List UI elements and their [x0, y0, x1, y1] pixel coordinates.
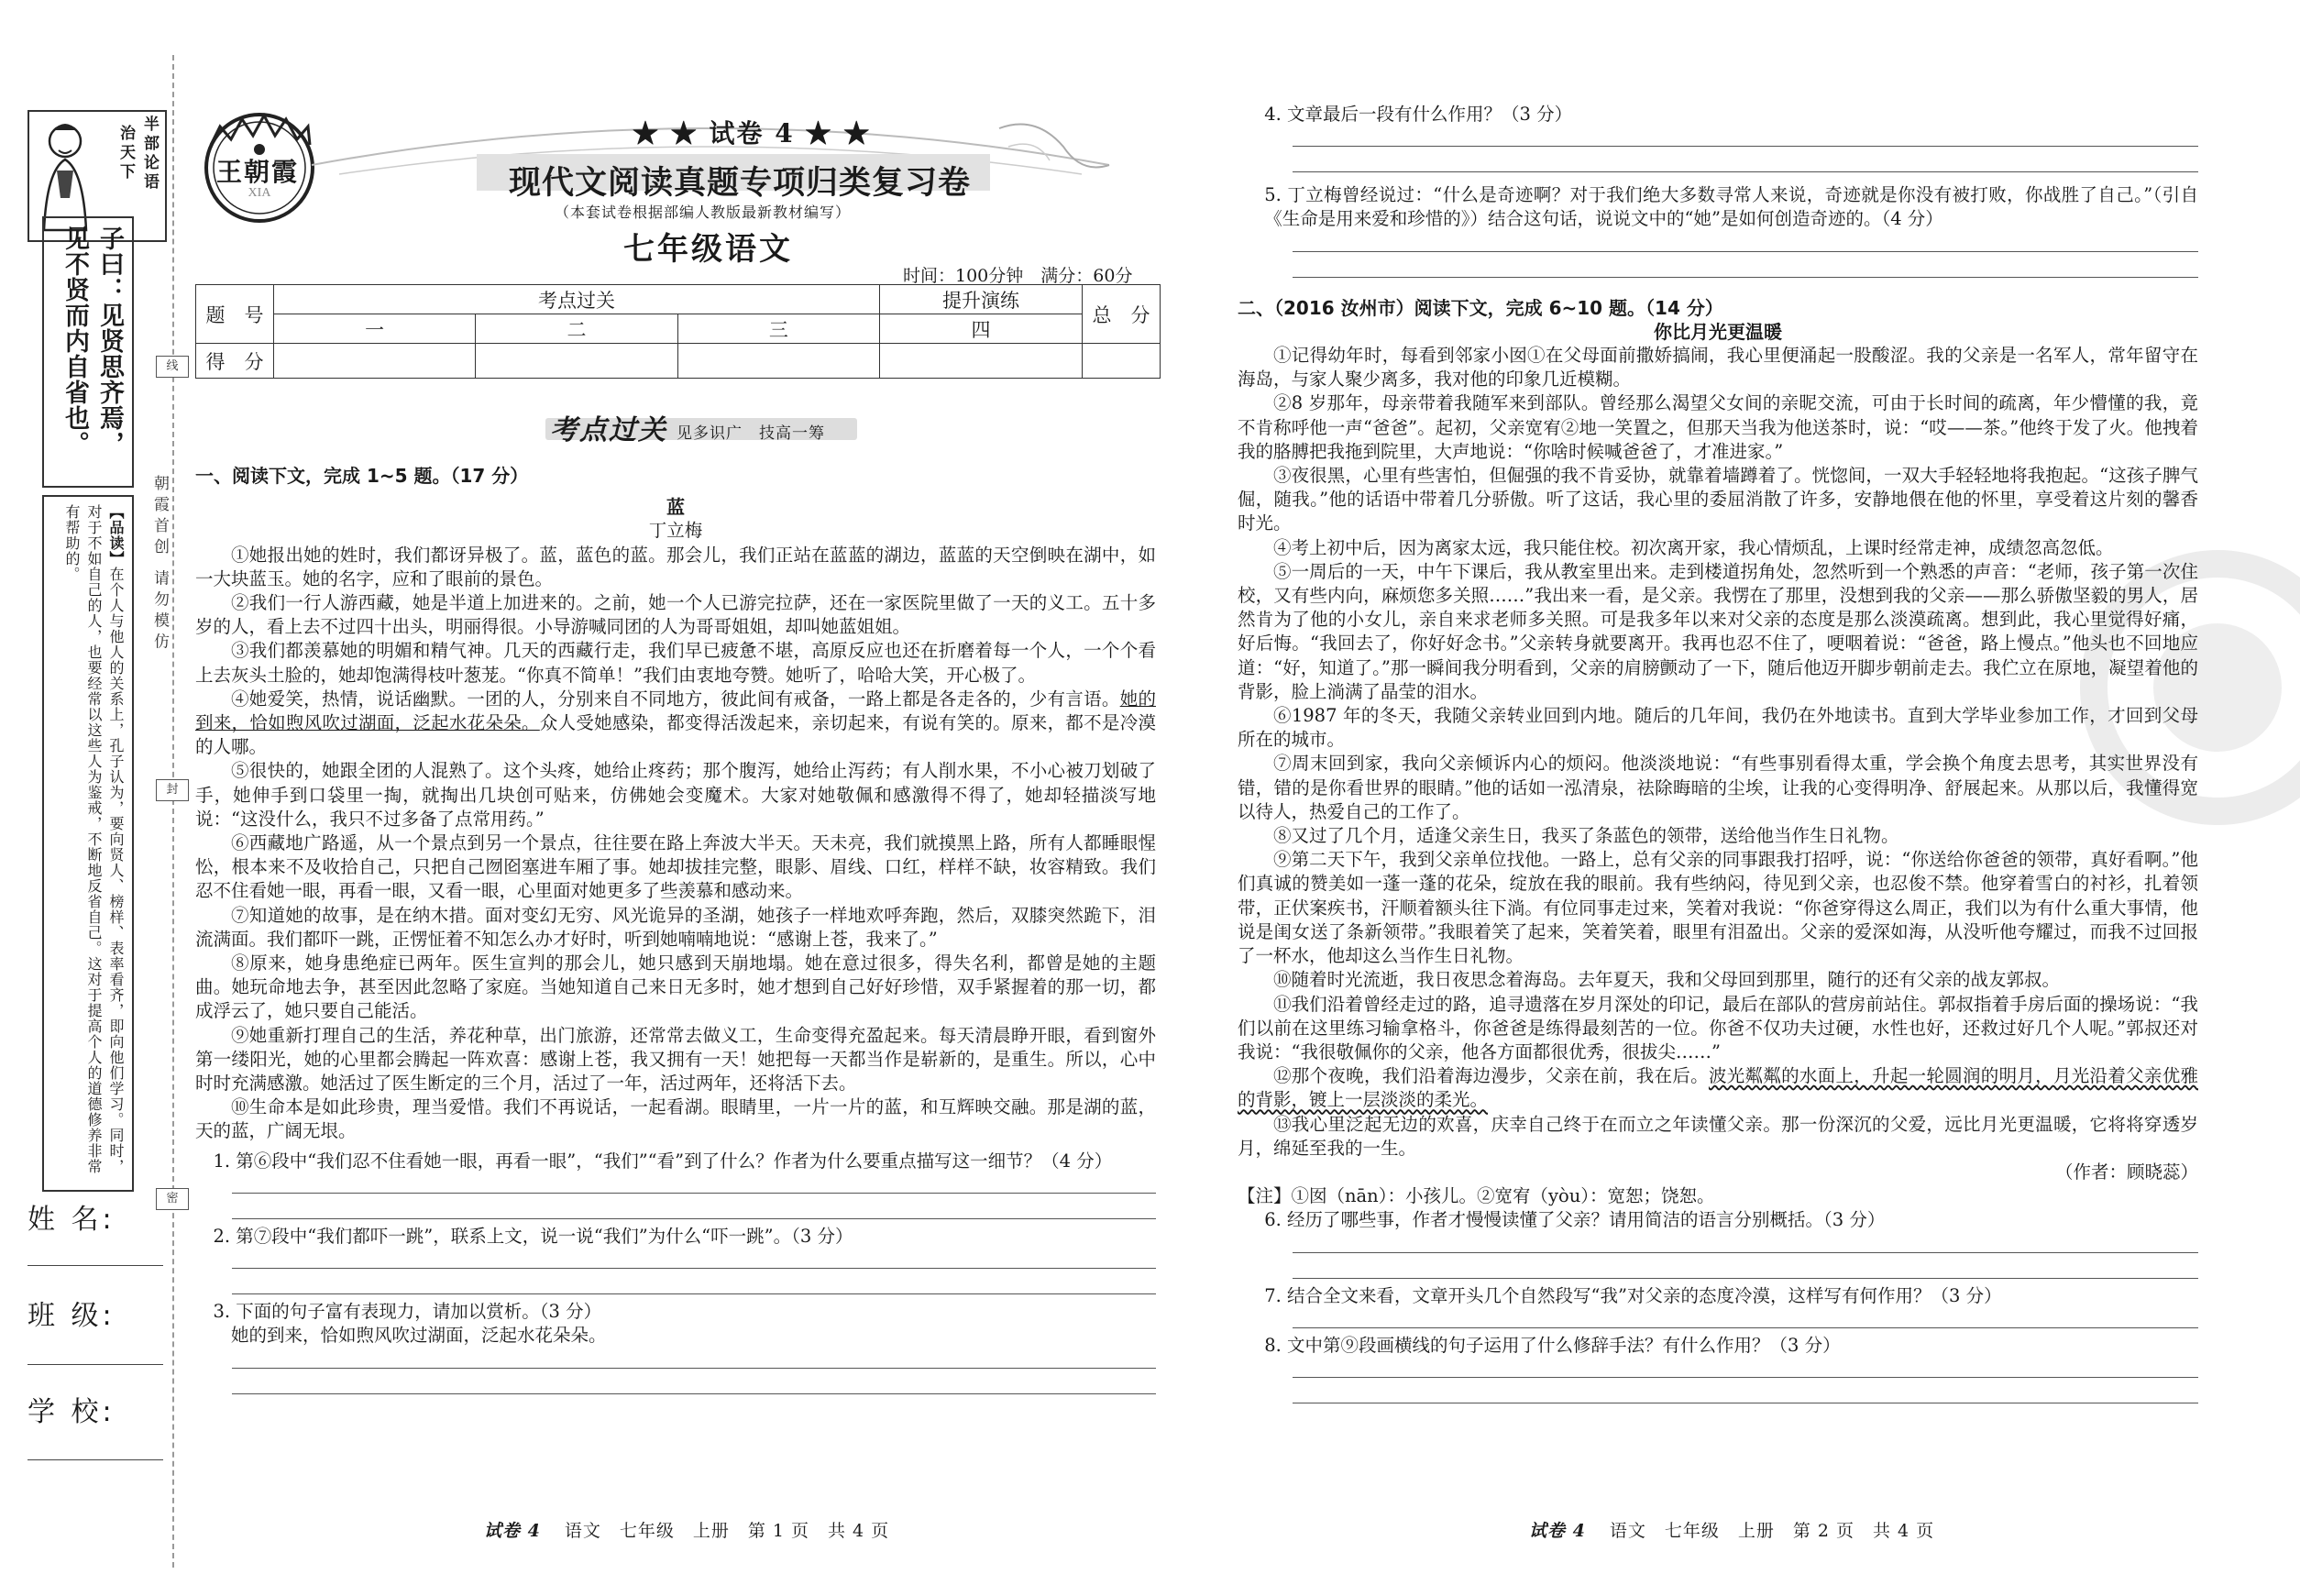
- p2-para-10: ⑩随着时光流逝，我日夜思念着海岛。去年夏天，我和父母回到那里，随行的还有父亲的战友郭叔。: [1273, 969, 2061, 991]
- question-4: 4. 文章最后一段有什么作用？（3 分）: [1264, 104, 1573, 125]
- score-cell-4[interactable]: [880, 344, 1083, 379]
- footer-right: [1529, 1517, 1934, 1542]
- p1-para-2: ②我们一行人游西藏，她是半道上加进来的。之前，她一个人已游完拉萨，还在一家医院里做了一天的义工。五十多岁的人，看上去不过四十出头，明丽得很。小导游喊同团的人为哥哥姐姐，却叫她蓝姐姐。: [195, 592, 1156, 638]
- paper-grade: 七年级语文: [623, 231, 793, 268]
- cut-label: 朝霞首创 请勿模仿: [150, 475, 169, 655]
- school-input-line[interactable]: [28, 1459, 163, 1460]
- p2-note: 【注】①囡（nān）：小孩儿。②宽宥（yòu）：宽恕；饶恕。: [1238, 1185, 1715, 1207]
- school-label: 学 校:: [28, 1396, 116, 1428]
- answer-line[interactable]: [232, 1274, 1156, 1294]
- p2-para-1: ①记得幼年时，每看到邻家小囡①在父母面前撒娇搞闹，我心里便涌起一股酸涩。我的父亲是一名军人，常年留守在海岛，与家人聚少离多，我对他的印象几近模糊。: [1238, 345, 2198, 391]
- p1-para-4b: 众人受她感染，都变得活泼起来，亲切起来，有说有笑的。原来，都不是冷漠的人哪。: [195, 712, 1156, 758]
- footer-left-label: 试卷 4: [484, 1521, 541, 1541]
- logo-text: 王朝霞: [216, 157, 300, 187]
- logo-text-1: 半部论语: [140, 116, 159, 193]
- p1-para-9: ⑨她重新打理自己的生活，养花种草，出门旅游，还常常去做义工，生命变得充盈起来。每天清晨睁开眼，看到窗外第一缕阳光，她的心里都会腾起一阵欢喜：感谢上苍，我又拥有一天！她把每一天都当作是崭新的，是重生。所以，心中时时充满感激。她活过了医生断定的三个月，活过了一年，活过两年，还将活下去。: [195, 1024, 1156, 1095]
- answer-line[interactable]: [1293, 152, 2198, 172]
- p2-para-5: ⑤一周后的一天，中午下课后，我从教室里出来。走到楼道拐角处，忽然听到一个熟悉的声音：“老师，孩子第一次住校，又有些内向，麻烦您多关照……”我出来一看，是父亲。我愣在了那里，没想到我的父亲——那么骄傲坚毅的男人，居然肯为了他的小女儿，亲自来求老师多关照。可是我多年以来对父亲的态度是那么淡漠疏离。想到此，我心里觉得好痛，好后悔。“我回去了，你好好念书。”父亲转身就要离开。我再也忍不住了，哽咽着说：“爸爸，路上慢点。”他头也不回地应道：“好，知道了。”那一瞬间我分明看到，父亲的肩膀颤动了一下，随后他迈开脚步朝前走去。我伫立在原地，凝望着他的背影，脸上淌满了晶莹的泪水。: [1238, 560, 2198, 702]
- p1-para-7: ⑦知道她的故事，是在纳木措。面对变幻无穷、风光诡异的圣湖，她孩子一样地欢呼奔跑，然后，双膝突然跪下，泪流满面。我们都吓一跳，正愣怔着不知怎么办才好时，听到她喃喃地说：“感谢上苍，我来了。”: [195, 904, 1156, 950]
- p1-para-1: ①她报出她的姓时，我们都讶异极了。蓝，蓝色的蓝。那会儿，我们正站在蓝蓝的湖边，蓝蓝的天空倒映在湖中，如一大块蓝玉。她的名字，应和了眼前的景色。: [195, 544, 1156, 589]
- answer-line[interactable]: [232, 1374, 1156, 1394]
- tear-mark-3: 密: [156, 1188, 189, 1210]
- cut-line: [172, 55, 174, 1568]
- answer-line[interactable]: [1293, 1358, 2198, 1378]
- score-cell-2[interactable]: [476, 344, 677, 379]
- footer-right-info: 语文 七年级 上册 第 2 页 共 4 页: [1609, 1521, 1935, 1541]
- part2-column: [1238, 103, 2198, 1409]
- question-2: 2. 第⑦段中“我们都吓一跳”，联系上文，说一说“我们”为什么“吓一跳”。（3 分）: [213, 1225, 853, 1247]
- paper-time: 时间：100分钟 满分：60分: [903, 266, 1133, 286]
- p1-para-8: ⑧原来，她身患绝症已两年。医生宣判的那会儿，她只感到天崩地塌。她在意过很多，得失名利，都曾是她的主题曲。她玩命地去争，甚至因此忽略了家庭。当她知道自己来日无多时，她才想到自己好好珍惜，双手紧握着的那一切，都成浮云了，她只要自己能活。: [195, 952, 1156, 1022]
- answer-line[interactable]: [1293, 1383, 2198, 1403]
- answer-line[interactable]: [1293, 1308, 2198, 1328]
- note-key: 【品读】: [107, 504, 125, 567]
- footer-left-info: 语文 七年级 上册 第 1 页 共 4 页: [564, 1521, 890, 1541]
- p2-para-12a: ⑫那个夜晚，我们沿着海边漫步，父亲在前，我在后。: [1273, 1065, 1709, 1087]
- p2-para-8: ⑧又过了几个月，适逢父亲生日，我买了条蓝色的领带，送给他当作生日礼物。: [1273, 825, 1899, 847]
- passage1-title: 蓝: [666, 496, 685, 519]
- score-q3: 三: [677, 314, 879, 344]
- p1-para-10: ⑩生命本是如此珍贵，理当爱惜。我们不再说话，一起看湖。眼睛里，一片一片的蓝，和互辉映交融。那是湖的蓝，天的蓝，广阔无垠。: [195, 1096, 1156, 1142]
- p2-para-12-marked: 波光粼粼的水面上，升起一轮圆润的明月，月光沿着父亲优雅的背影，镀上一层淡淡的柔光。: [1238, 1065, 2198, 1111]
- p2-para-7: ⑦周末回到家，我向父亲倾诉内心的烦闷。他淡淡地说：“有些事别看得太重，学会换个角度去思考，其实世界没有错，错的是你看世界的眼睛。”他的话如一泓清泉，祛除晦暗的尘埃，让我的心变得明净、舒展起来。从那以后，我懂得宽以待人，热爱自己的工作了。: [1238, 753, 2198, 822]
- name-label: 姓 名:: [28, 1204, 116, 1236]
- p2-para-6: ⑥1987 年的冬天，我随父亲转业回到内地。随后的几年间，我仍在外地读书。直到大学毕业参加工作，才回到父母所在的城市。: [1238, 705, 2198, 751]
- score-cell-3[interactable]: [677, 344, 879, 379]
- score-q2: 二: [476, 314, 677, 344]
- quote-text: 子曰：见贤思齐焉，见不贤而内自省也。: [61, 226, 124, 457]
- p2-para-4: ④考上初中后，因为离家太远，我只能住校。初次离开家，我心情烦乱，上课时经常走神，成绩忽高忽低。: [1273, 536, 2114, 558]
- score-group-1: 考点过关: [274, 285, 880, 314]
- answer-line[interactable]: [1293, 232, 2198, 252]
- question-3-quote: 她的到来，恰如煦风吹过湖面，泛起水花朵朵。: [231, 1325, 607, 1347]
- p2-para-2: ②8 岁那年，母亲带着我随军来到部队。曾经那么渴望父女间的亲昵交流，可由于长时间的疏离，年少懵懂的我，竟不肯称呼他一声“爸爸”。起初，父亲宽宥②地一笑置之，但那天当我为他送茶时，说：“哎——茶。”他终于发了火。他拽着我的胳膊把我拖到院里，大声地说：“你啥时候喊爸爸了，才准进家。”: [1238, 392, 2198, 462]
- footer-left: [484, 1517, 889, 1542]
- p2-para-3: ③夜很黑，心里有些害怕，但倔强的我不肯妥协，就靠着墙蹲着了。恍惚间，一双大手轻轻地将我抱起。“这孩子脾气倔，随我。”他的话语中带着几分骄傲。听了这话，我心里的委屈消散了许多，安静地偎在他的怀里，享受着这片刻的馨香时光。: [1238, 465, 2198, 534]
- answer-line[interactable]: [1293, 1259, 2198, 1279]
- score-cell-1[interactable]: [274, 344, 476, 379]
- question-5: 5. 丁立梅曾经说过：“什么是奇迹啊？对于我们绝大多数寻常人来说，奇迹就是你没有被打败，你战胜了自己。”（引自《生命是用来爱和珍惜的》）结合这句话，说说文中的“她”是如何创造奇迹的。（4 分）: [1264, 184, 2198, 230]
- tear-mark-2: 封: [156, 779, 189, 801]
- reading-note: [42, 495, 134, 1192]
- score-cell-total[interactable]: [1083, 344, 1161, 379]
- score-row-label: 得 分: [196, 344, 274, 379]
- note-text: 同时，对于不如自己的人，也要经常以这些人为鉴戒，不断地反省自己。这对于提高个人的道德修养非常有帮助的。: [63, 504, 125, 1174]
- p2-author: （作者：顾晓蕊）: [2054, 1161, 2198, 1183]
- answer-line[interactable]: [1293, 1233, 2198, 1253]
- p1-para-4-underlined: 她的到来，恰如煦风吹过湖面，泛起水花朵朵。: [195, 688, 1156, 734]
- question-7: 7. 结合全文来看，文章开头几个自然段写“我”对父亲的态度冷漠，这样写有何作用？（3 分）: [1264, 1284, 2002, 1306]
- logo-text-2: 治天下: [116, 125, 135, 182]
- answer-line[interactable]: [1293, 258, 2198, 278]
- p2-para-12: [1238, 1064, 2198, 1112]
- answer-line[interactable]: [232, 1173, 1156, 1194]
- p2-para-13: ⑬我心里泛起无边的欢喜，庆幸自己终于在而立之年读懂父亲。那一份深沉的父爱，远比月光更温暖，它将将穿透岁月，绵延至我的一生。: [1238, 1113, 2198, 1159]
- p1-para-4a: ④她爱笑，热情，说话幽默。一团的人，分别来自不同地方，彼此间有戒备，一路上都是各走各的，少有言语。: [231, 688, 1120, 710]
- name-input-line[interactable]: [28, 1265, 163, 1266]
- binding-strip: [0, 0, 170, 1596]
- p1-para-6: ⑥西藏地广路遥，从一个景点到另一个景点，往往要在路上奔波大半天。天未亮，我们就摸黑上路，所有人都睡眼惺忪，根本来不及收拾自己，只把自己囫囵塞进车厢了事。她却拔挂完整，眼影、眉线、口红，样样不缺，妆容精致。我们忍不住看她一眼，再看一眼，又看一眼，心里面对她更多了些羡慕和感动来。: [195, 832, 1156, 902]
- section-slogan: 见多识广 技高一筹: [677, 424, 825, 443]
- confucius-quote: [42, 216, 134, 488]
- paper-title: 现代文阅读真题专项归类复习卷: [509, 165, 972, 202]
- score-q1: 一: [274, 314, 476, 344]
- answer-line[interactable]: [232, 1249, 1156, 1269]
- answer-line[interactable]: [232, 1348, 1156, 1369]
- p1-para-4: [195, 688, 1156, 760]
- score-col-label: 题 号: [196, 285, 274, 344]
- passage1-author: 丁立梅: [648, 520, 703, 542]
- part1-heading: 一、阅读下文，完成 1~5 题。（17 分）: [195, 465, 529, 487]
- part2-heading: 二、（2016 汝州市）阅读下文，完成 6~10 题。（14 分）: [1238, 296, 1723, 319]
- class-label: 班 级:: [28, 1300, 116, 1332]
- passage2-title: 你比月光更温暖: [1654, 320, 1782, 343]
- p1-para-5: ⑤很快的，她跟全团的人混熟了。这个头疼，她给止疼药；那个腹泻，她给止泻药；有人削水果，不小心被刀划破了手，她伸手到口袋里一掏，就掏出几块创可贴来，仿佛她会变魔术。大家对她敬佩和感激得不得了，她却轻描淡写地说：“这没什么，我只不过多备了点常用药。”: [195, 760, 1156, 830]
- answer-line[interactable]: [232, 1199, 1156, 1219]
- p1-para-3: ③我们都羡慕她的明媚和精气神。几天的西藏行走，我们早已疲惫不堪，高原反应也还在折磨着每一个人，一个个看上去灰头土脸的，她却饱满得枝叶葱茏。“你真不简单！”我们由衷地夸赞。她听了，哈哈大笑，开心极了。: [195, 640, 1156, 686]
- p2-para-9: ⑨第二天下午，我到父亲单位找他。一路上，总有父亲的同事跟我打招呼，说：“你送给你爸爸的领带，真好看啊。”他们真诚的赞美如一蓬一蓬的花朵，绽放在我的眼前。我有些纳闷，待见到父亲，也忍俊不禁。他穿着雪白的衬衫，扎着领带，正伏案疾书，汗顺着额头往下淌。有位同事走过来，笑着对我说：“你爸穿得这么周正，我们以为有什么重大事情，他说是闺女送了条新领带。”我眼着笑了起来，笑着笑着，眼里有泪盈出。父亲的爱深如海，从没听他夸耀过，而我不过回报了一杯水，他却这么当作生日礼物。: [1238, 849, 2198, 967]
- question-3: 3. 下面的句子富有表现力，请加以赏析。（3 分）: [213, 1301, 602, 1323]
- score-total-label: 总 分: [1083, 285, 1161, 344]
- class-input-line[interactable]: [28, 1364, 163, 1365]
- footer-right-label: 试卷 4: [1529, 1521, 1586, 1541]
- question-6: 6. 经历了哪些事，作者才慢慢读懂了父亲？请用简洁的语言分别概括。（3 分）: [1264, 1209, 1886, 1231]
- score-q4: 四: [880, 314, 1083, 344]
- answer-line[interactable]: [1293, 127, 2198, 147]
- paper-subtitle: （本套试卷根据部编人教版最新教材编写）: [555, 204, 852, 221]
- paper-tag: ★ ★ 试卷 4 ★ ★: [633, 118, 872, 149]
- score-table: [195, 284, 1161, 379]
- svg-text:XIA: XIA: [248, 186, 271, 200]
- score-group-2: 提升演练: [880, 285, 1083, 314]
- question-1: 1. 第⑥段中“我们忍不住看她一眼，再看一眼”，“我们”“看”到了什么？作者为什么要重点描写这一细节？（4 分）: [213, 1150, 1113, 1172]
- question-8: 8. 文中第⑨段画横线的句子运用了什么修辞手法？有什么作用？（3 分）: [1264, 1334, 1841, 1356]
- p2-para-11: ⑪我们沿着曾经走过的路，追寻遗落在岁月深处的印记，最后在部队的营房前站住。郭叔指着手房后面的操场说：“我们以前在这里练习输拿格斗，你爸爸是练得最刻苦的一位。你爸不仅功夫过硬，水性也好，还救过好几个人呢。”郭叔还对我说：“我很敬佩你的父亲，他各方面都很优秀，很拔尖……”: [1238, 993, 2198, 1062]
- note-pre: 在个人与他人的关系上，孔子认为，要向贤人、榜样、表率看齐，即向他们学习。: [107, 567, 125, 1128]
- part1-column: [195, 464, 1156, 1400]
- tear-mark-1: 线: [156, 356, 189, 378]
- section-name: 考点过关: [550, 414, 667, 446]
